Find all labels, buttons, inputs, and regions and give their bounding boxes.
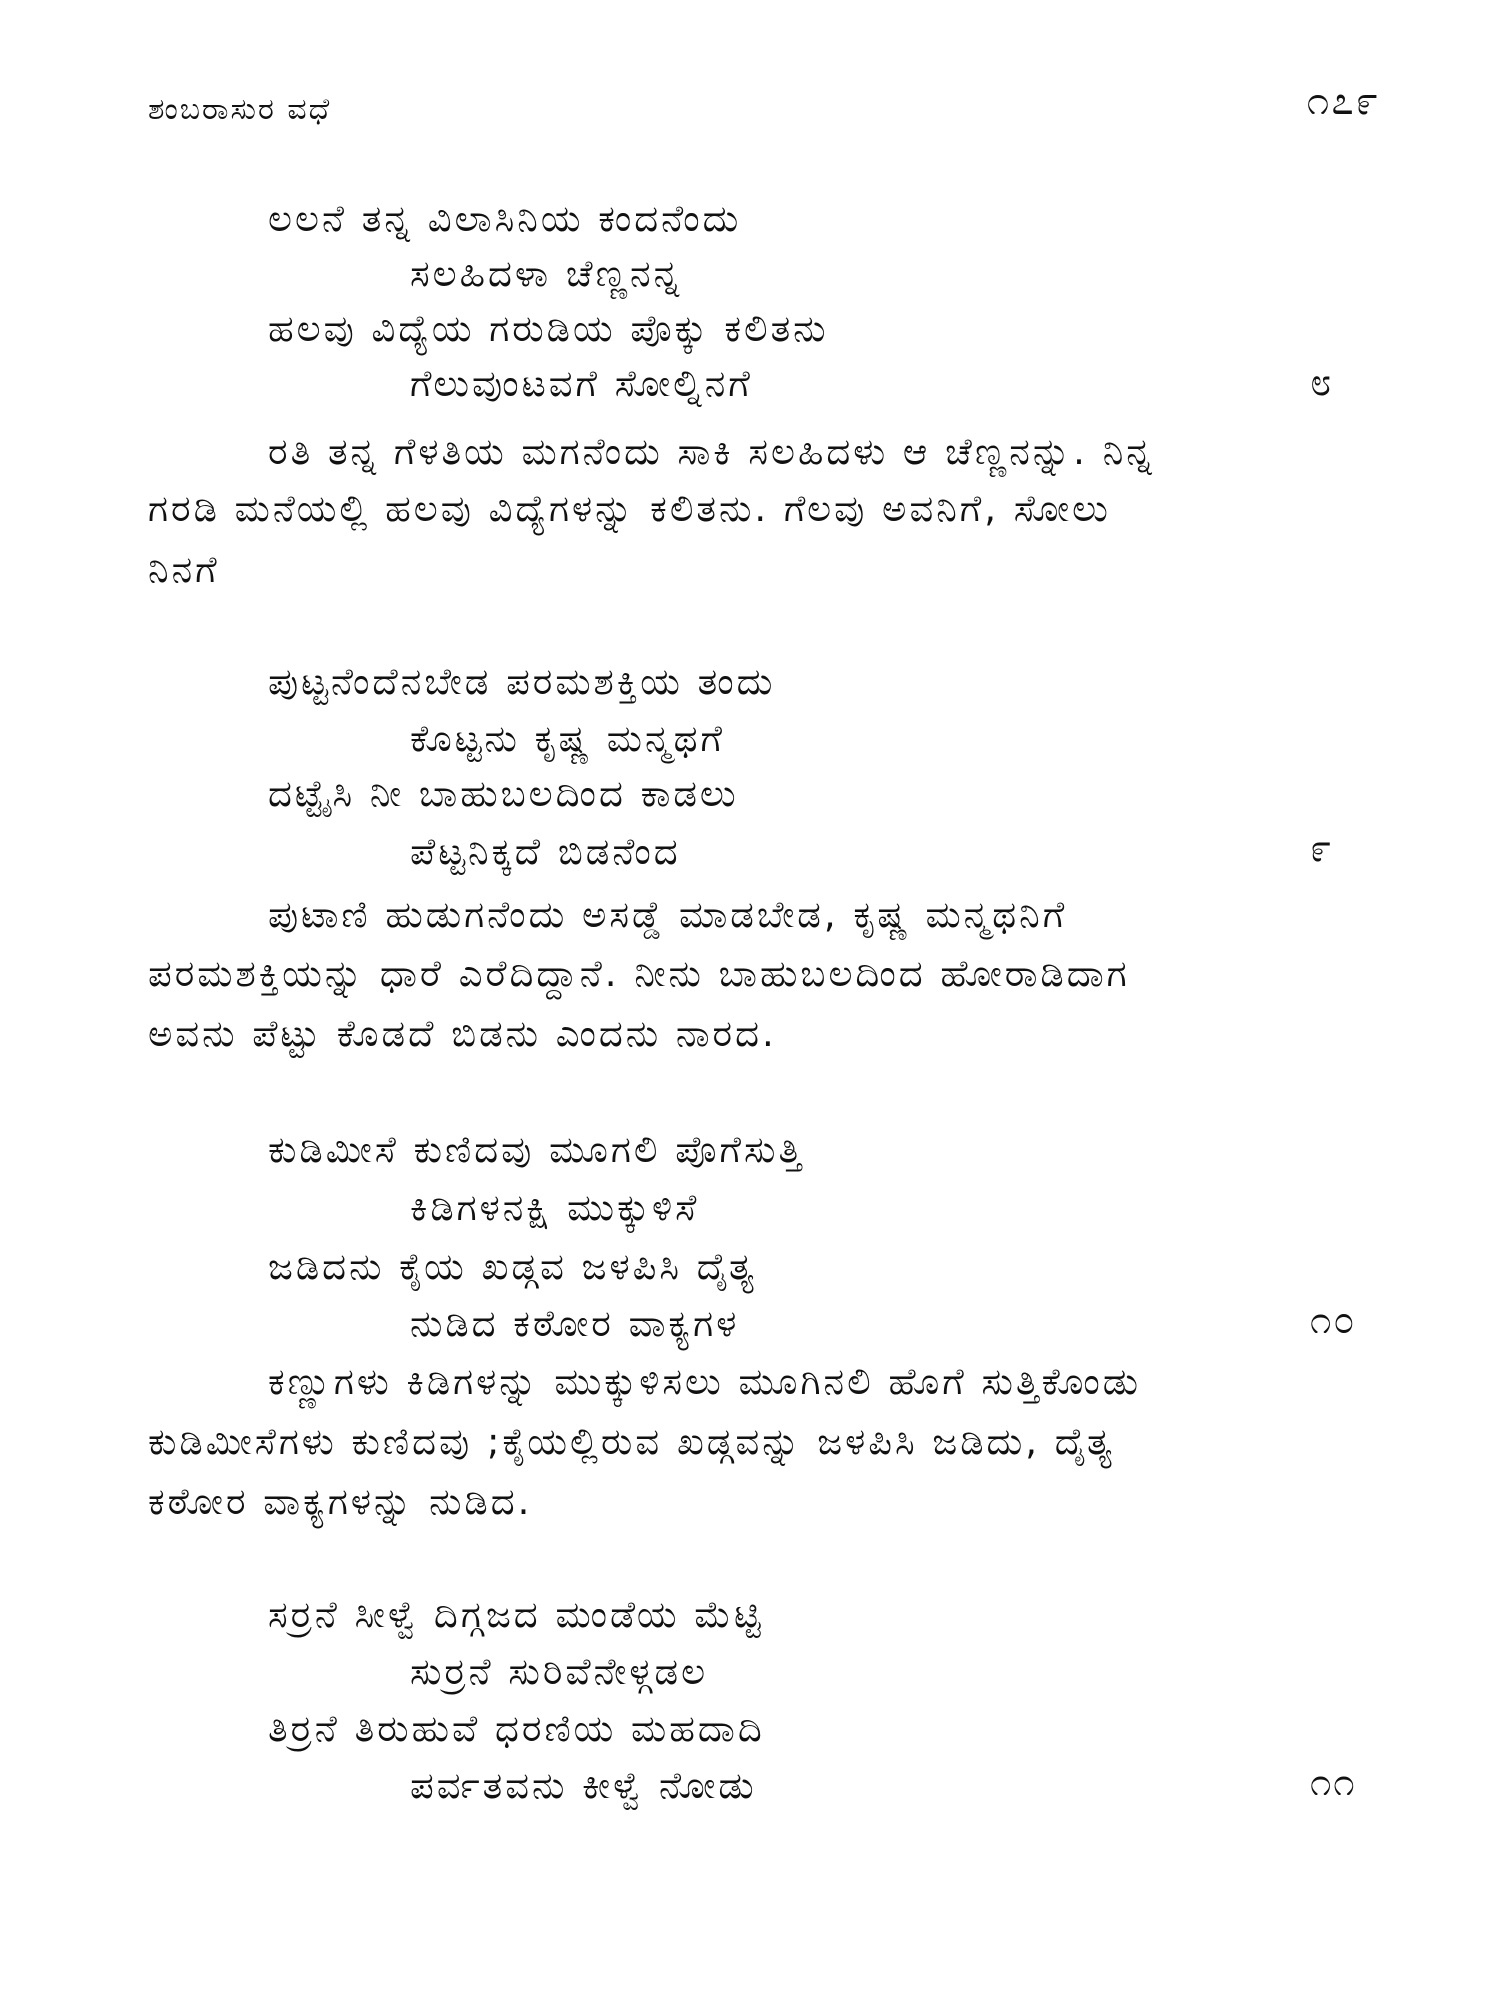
verse-number: ೮ — [1310, 360, 1334, 404]
verse-line: ಕುಡಿಮೀಸೆ ಕುಣಿದವು ಮೂಗಲಿ ಪೊಗೆಸುತ್ತಿ — [268, 1128, 805, 1171]
verse-line: ಹಲವು ವಿದ್ಯೆಯ ಗರುಡಿಯ ಪೊಕ್ಕು ಕಲಿತನು — [268, 307, 829, 350]
verse-line: ಪರ್ವತವನು ಕೀಳ್ವೆ ನೋಡು — [410, 1764, 757, 1807]
verse-line: ಪೆಟ್ಟನಿಕ್ಕದೆ ಬಿಡನೆಂದ — [410, 830, 681, 873]
verse-line: ಸಲಹಿದಳಾ ಚೆಣ್ಣನನ್ನ — [410, 252, 683, 295]
prose-line: ಕುಡಿಮೀಸೆಗಳು ಕುಣಿದವು ;ಕೈಯಲ್ಲಿರುವ ಖಡ್ಗವನ್ನು ಜಳಪಿಸಿ ಜಡಿದು, ದೈತ್ಯ — [148, 1420, 1115, 1463]
prose-line: ಗರಡಿ ಮನೆಯಲ್ಲಿ ಹಲವು ವಿದ್ಯೆಗಳನ್ನು ಕಲಿತನು. ಗೆಲವು ಅವನಿಗೆ, ಸೋಲು — [148, 487, 1111, 530]
verse-line: ಕೊಟ್ಟನು ಕೃಷ್ಣ ಮನ್ಮಥಗೆ — [410, 717, 725, 760]
page-number: ೧೭೯ — [1306, 78, 1380, 124]
verse-line: ಜಡಿದನು ಕೈಯ ಖಡ್ಗವ ಜಳಪಿಸಿ ದೈತ್ಯ — [268, 1245, 757, 1288]
prose-line: ನಿನಗೆ — [148, 548, 220, 591]
prose-line: ಪರಮಶಕ್ತಿಯನ್ನು ಧಾರೆ ಎರೆದಿದ್ದಾನೆ. ನೀನು ಬಾಹುಬಲದಿಂದ ಹೋರಾಡಿದಾಗ — [148, 952, 1130, 995]
verse-number: ೧೧ — [1310, 1760, 1357, 1804]
verse-line: ಪುಟ್ಟನೆಂದೆನಬೇಡ ಪರಮಶಕ್ತಿಯ ತಂದು — [268, 660, 776, 703]
verse-line: ತಿರ್ರನೆ ತಿರುಹುವೆ ಧರಣಿಯ ಮಹದಾದಿ — [268, 1707, 765, 1750]
prose-line: ಕಣ್ಣುಗಳು ಕಿಡಿಗಳನ್ನು ಮುಕ್ಕುಳಿಸಲು ಮೂಗಿನಲಿ ಹೊಗೆ ಸುತ್ತಿಕೊಂಡು — [268, 1360, 1142, 1403]
verse-number: ೯ — [1310, 826, 1334, 870]
prose-line: ರತಿ ತನ್ನ ಗೆಳತಿಯ ಮಗನೆಂದು ಸಾಕಿ ಸಲಹಿದಳು ಆ ಚೆಣ್ಣನನ್ನು. ನಿನ್ನ — [268, 430, 1155, 473]
verse-line: ಕಿಡಿಗಳನಕ್ಷಿ ಮುಕ್ಕುಳಿಸೆ — [410, 1186, 700, 1229]
verse-line: ಗೆಲುವುಂಟವಗೆ ಸೋಲ್ನಿನಗೆ — [410, 362, 753, 405]
verse-line: ದಟ್ಟೈಸಿ ನೀ ಬಾಹುಬಲದಿಂದ ಕಾಡಲು — [268, 772, 739, 815]
verse-line: ಲಲನೆ ತನ್ನ ವಿಲಾಸಿನಿಯ ಕಂದನೆಂದು — [268, 197, 742, 240]
verse-line: ಸುರ್ರನೆ ಸುರಿವೆನೇಳ್ಗಡಲ — [410, 1650, 709, 1693]
prose-line: ಪುಟಾಣಿ ಹುಡುಗನೆಂದು ಅಸಡ್ಡೆ ಮಾಡಬೇಡ, ಕೃಷ್ಣ ಮನ್ಮಥನಿಗೆ — [268, 893, 1068, 936]
verse-line: ನುಡಿದ ಕಠೋರ ವಾಕ್ಯಗಳ — [410, 1302, 740, 1345]
verse-number: ೧೦ — [1310, 1298, 1357, 1342]
prose-line: ಅವನು ಪೆಟ್ಟು ಕೊಡದೆ ಬಿಡನು ಎಂದನು ನಾರದ. — [148, 1012, 777, 1055]
running-title: ಶಂಬರಾಸುರ ವಧೆ — [148, 92, 332, 127]
prose-line: ಕಠೋರ ವಾಕ್ಯಗಳನ್ನು ನುಡಿದ. — [148, 1480, 533, 1523]
verse-line: ಸರ್ರನೆ ಸೀಳ್ವೆ ದಿಗ್ಗಜದ ಮಂಡೆಯ ಮೆಟ್ಟಿ — [268, 1593, 764, 1636]
